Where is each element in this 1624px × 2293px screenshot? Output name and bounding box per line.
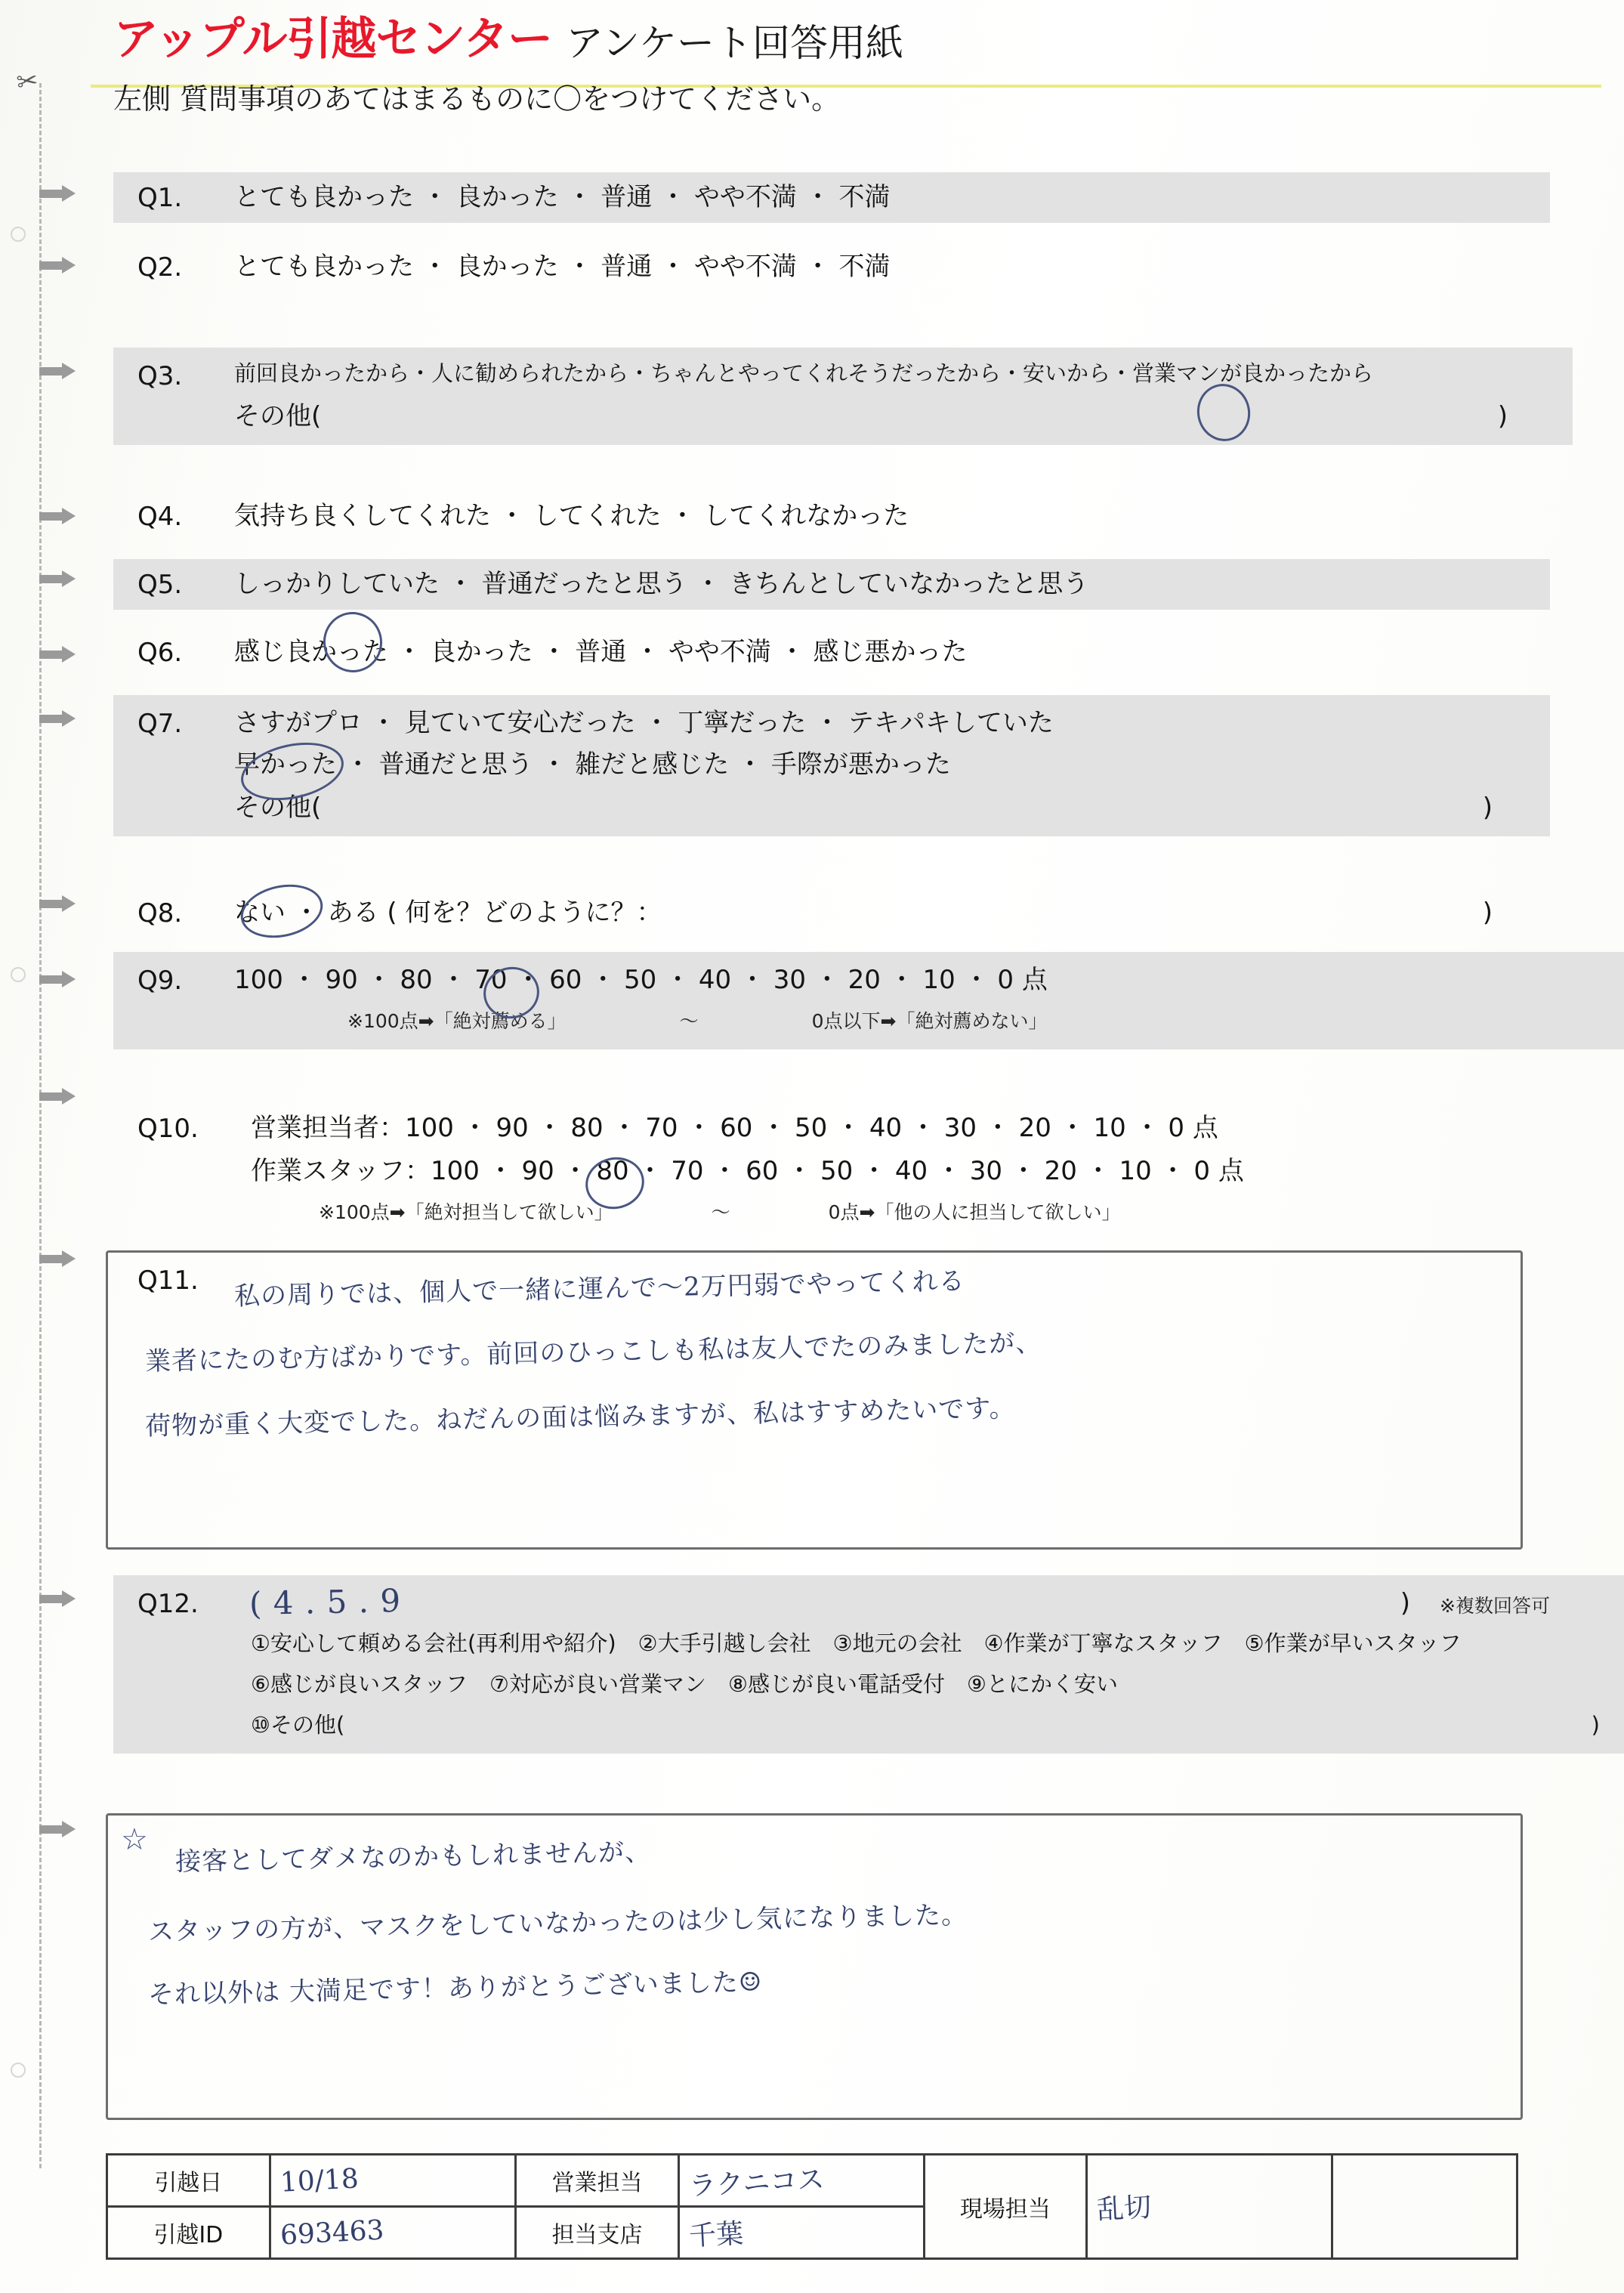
cut-line	[39, 83, 42, 2168]
question-q3	[113, 348, 1573, 445]
q5-label: Q5.	[137, 570, 183, 600]
sales-rep-value[interactable]	[678, 2155, 924, 2207]
free-comment-line1: 接客としてダメなのかもしれませんが、	[174, 1837, 652, 1877]
star-icon: ☆	[121, 1823, 148, 1856]
q10-note-left: ※100点➡「絶対担当して欲しい」	[319, 1201, 613, 1223]
q10-note-mid: 〜	[711, 1201, 730, 1223]
site-rep-handwriting: 乱切	[1096, 2192, 1153, 2226]
site-rep-value[interactable]	[1087, 2155, 1332, 2259]
q10-sales-scale[interactable]: 営業担当者：100 ・ 90 ・ 80 ・ 70 ・ 60 ・ 50 ・ 40 ・ 30 ・ 20 ・ 10 ・ 0 点	[251, 1113, 1218, 1143]
q7-options-line2[interactable]: 早かった ・ 普通だと思う ・ 雑だと感じた ・ 手際が悪かった	[234, 749, 951, 780]
moving-date-handwriting: 10/18	[279, 2162, 360, 2199]
instruction-text: 左側 質問事項のあてはまるものに〇をつけてください。	[113, 82, 841, 116]
question-q2	[113, 242, 1550, 292]
branch-label: 担当支店	[516, 2207, 679, 2259]
q9-note-right: 0点以下➡「絶対薦めない」	[811, 1009, 1048, 1032]
q11-label: Q11.	[137, 1265, 199, 1296]
question-q5	[113, 559, 1550, 610]
free-comment-line3: それ以外は 大満足です！ありがとうございました☺	[147, 1967, 763, 2010]
q11-answer-line1: 私の周りでは、個人で一緒に運んで〜2万円弱でやってくれる	[233, 1265, 966, 1312]
q6-label: Q6.	[137, 638, 183, 668]
question-q8	[113, 888, 1550, 938]
q6-options[interactable]: 感じ良かった ・ 良かった ・ 普通 ・ やや不満 ・ 感じ悪かった	[234, 637, 968, 667]
branch-value[interactable]	[678, 2207, 924, 2259]
q12-other-close: )	[1591, 1712, 1600, 1738]
arrow-marker-q8	[39, 895, 80, 912]
q11-answer-line2: 業者にたのむ方ばかりです。前回のひっこしも私は友人でたのみましたが、	[144, 1327, 1042, 1377]
q7-options-line1[interactable]: さすがプロ ・ 見ていて安心だった ・ 丁寧だった ・ テキパキしていた	[234, 708, 1054, 738]
punch-hole	[11, 2063, 26, 2078]
punch-hole	[11, 227, 26, 242]
question-q1	[113, 172, 1550, 223]
moving-id-value[interactable]	[270, 2207, 516, 2259]
q9-note-left: ※100点➡「絶対薦める」	[347, 1009, 567, 1032]
moving-date-label: 引越日	[107, 2155, 270, 2207]
question-q10	[113, 1103, 1624, 1233]
page-title: アンケート回答用紙	[566, 21, 903, 65]
q2-label: Q2.	[137, 252, 183, 283]
q11-label-wrap	[137, 1263, 199, 1299]
left-margin-strip	[0, 0, 91, 2293]
q1-options[interactable]: とても良かった ・ 良かった ・ 普通 ・ やや不満 ・ 不満	[234, 182, 891, 212]
q9-label: Q9.	[137, 966, 183, 996]
q7-other-label: その他(	[234, 792, 322, 823]
free-comment-line2: スタッフの方が、マスクをしていなかったのは少し気になりました。	[147, 1899, 968, 1948]
brand-title: アップル引越センター	[113, 13, 552, 66]
table-row	[107, 2155, 1517, 2207]
q8-options[interactable]: ない ・ ある ( 何を？どのように？：	[234, 898, 662, 928]
arrow-marker-q7	[39, 710, 80, 727]
scissors-icon: ✂	[14, 66, 41, 97]
q12-label: Q12.	[137, 1589, 199, 1619]
q11-answer-line3: 荷物が重く大変でした。ねだんの面は悩みますが、私はすすめたいです。	[144, 1392, 1016, 1442]
arrow-marker-q10	[39, 1088, 80, 1105]
question-q9	[113, 952, 1624, 1049]
moving-date-value[interactable]	[270, 2155, 516, 2207]
q5-options[interactable]: しっかりしていた ・ 普通だったと思う ・ きちんとしていなかったと思う	[234, 569, 1089, 599]
arrow-marker-q4	[39, 508, 80, 524]
q3-other-label: その他(	[234, 401, 322, 432]
q4-label: Q4.	[137, 502, 183, 532]
site-rep-label: 現場担当	[924, 2155, 1087, 2259]
arrow-marker-q6	[39, 646, 80, 663]
sales-rep-handwriting: ラクニコス	[688, 2163, 826, 2202]
sales-rep-label: 営業担当	[516, 2155, 679, 2207]
q2-options[interactable]: とても良かった ・ 良かった ・ 普通 ・ やや不満 ・ 不満	[234, 252, 891, 282]
q8-label: Q8.	[137, 898, 183, 929]
arrow-marker-q1	[39, 185, 80, 202]
q3-options[interactable]: 前回良かったから・人に勧められたから・ちゃんとやってくれそうだったから・安いから・営業マンが良かったから	[234, 360, 1374, 386]
q3-label: Q3.	[137, 361, 183, 391]
q7-other-close: )	[1482, 792, 1493, 823]
q12-multi-note: ※複数回答可	[1440, 1595, 1550, 1617]
q10-note-right: 0点➡「他の人に担当して欲しい」	[828, 1201, 1121, 1223]
q3-other-close: )	[1497, 401, 1508, 432]
q4-options[interactable]: 気持ち良くしてくれた ・ してくれた ・ してくれなかった	[234, 501, 909, 531]
moving-id-label: 引越ID	[107, 2207, 270, 2259]
arrow-marker-q11	[39, 1250, 80, 1267]
q9-note-mid: 〜	[679, 1009, 699, 1032]
question-q4	[113, 491, 1550, 542]
q1-label: Q1.	[137, 183, 183, 213]
footer-table	[106, 2153, 1518, 2260]
q7-label: Q7.	[137, 709, 183, 739]
arrow-marker-q12	[39, 1590, 80, 1607]
punch-hole	[11, 967, 26, 982]
arrow-marker-free	[39, 1821, 80, 1837]
q12-close: )	[1400, 1588, 1410, 1618]
arrow-marker-q5	[39, 570, 80, 587]
page-header	[113, 13, 1473, 117]
moving-id-handwriting: 693463	[279, 2214, 385, 2251]
arrow-marker-q2	[39, 257, 80, 273]
arrow-marker-q3	[39, 363, 80, 379]
arrow-marker-q9	[39, 971, 80, 987]
q12-choices-line2[interactable]: ⑥感じが良いスタッフ ⑦対応が良い営業マン ⑧感じが良い電話受付 ⑨とにかく安い	[251, 1671, 1118, 1698]
q10-staff-scale[interactable]: 作業スタッフ：100 ・ 90 ・ 80 ・ 70 ・ 60 ・ 50 ・ 40 ・ 30 ・ 20 ・ 10 ・ 0 点	[251, 1155, 1244, 1186]
extra-cell[interactable]	[1332, 2155, 1517, 2259]
q9-scale[interactable]: 100 ・ 90 ・ 80 ・ 70 ・ 60 ・ 50 ・ 40 ・ 30 ・ 20 ・ 10 ・ 0 点	[234, 965, 1048, 995]
q12-choices-line1[interactable]: ①安心して頼める会社(再利用や紹介) ②大手引越し会社 ③地元の会社 ④作業が丁寧なスタッフ ⑤作業が早いスタッフ	[251, 1630, 1462, 1656]
branch-handwriting: 千葉	[687, 2217, 745, 2252]
q12-other-label: ⑩その他(	[251, 1712, 345, 1738]
q10-label: Q10.	[137, 1114, 199, 1144]
q12-answer: ( 4 . 5 . 9	[249, 1581, 402, 1623]
q8-close: )	[1482, 898, 1493, 928]
